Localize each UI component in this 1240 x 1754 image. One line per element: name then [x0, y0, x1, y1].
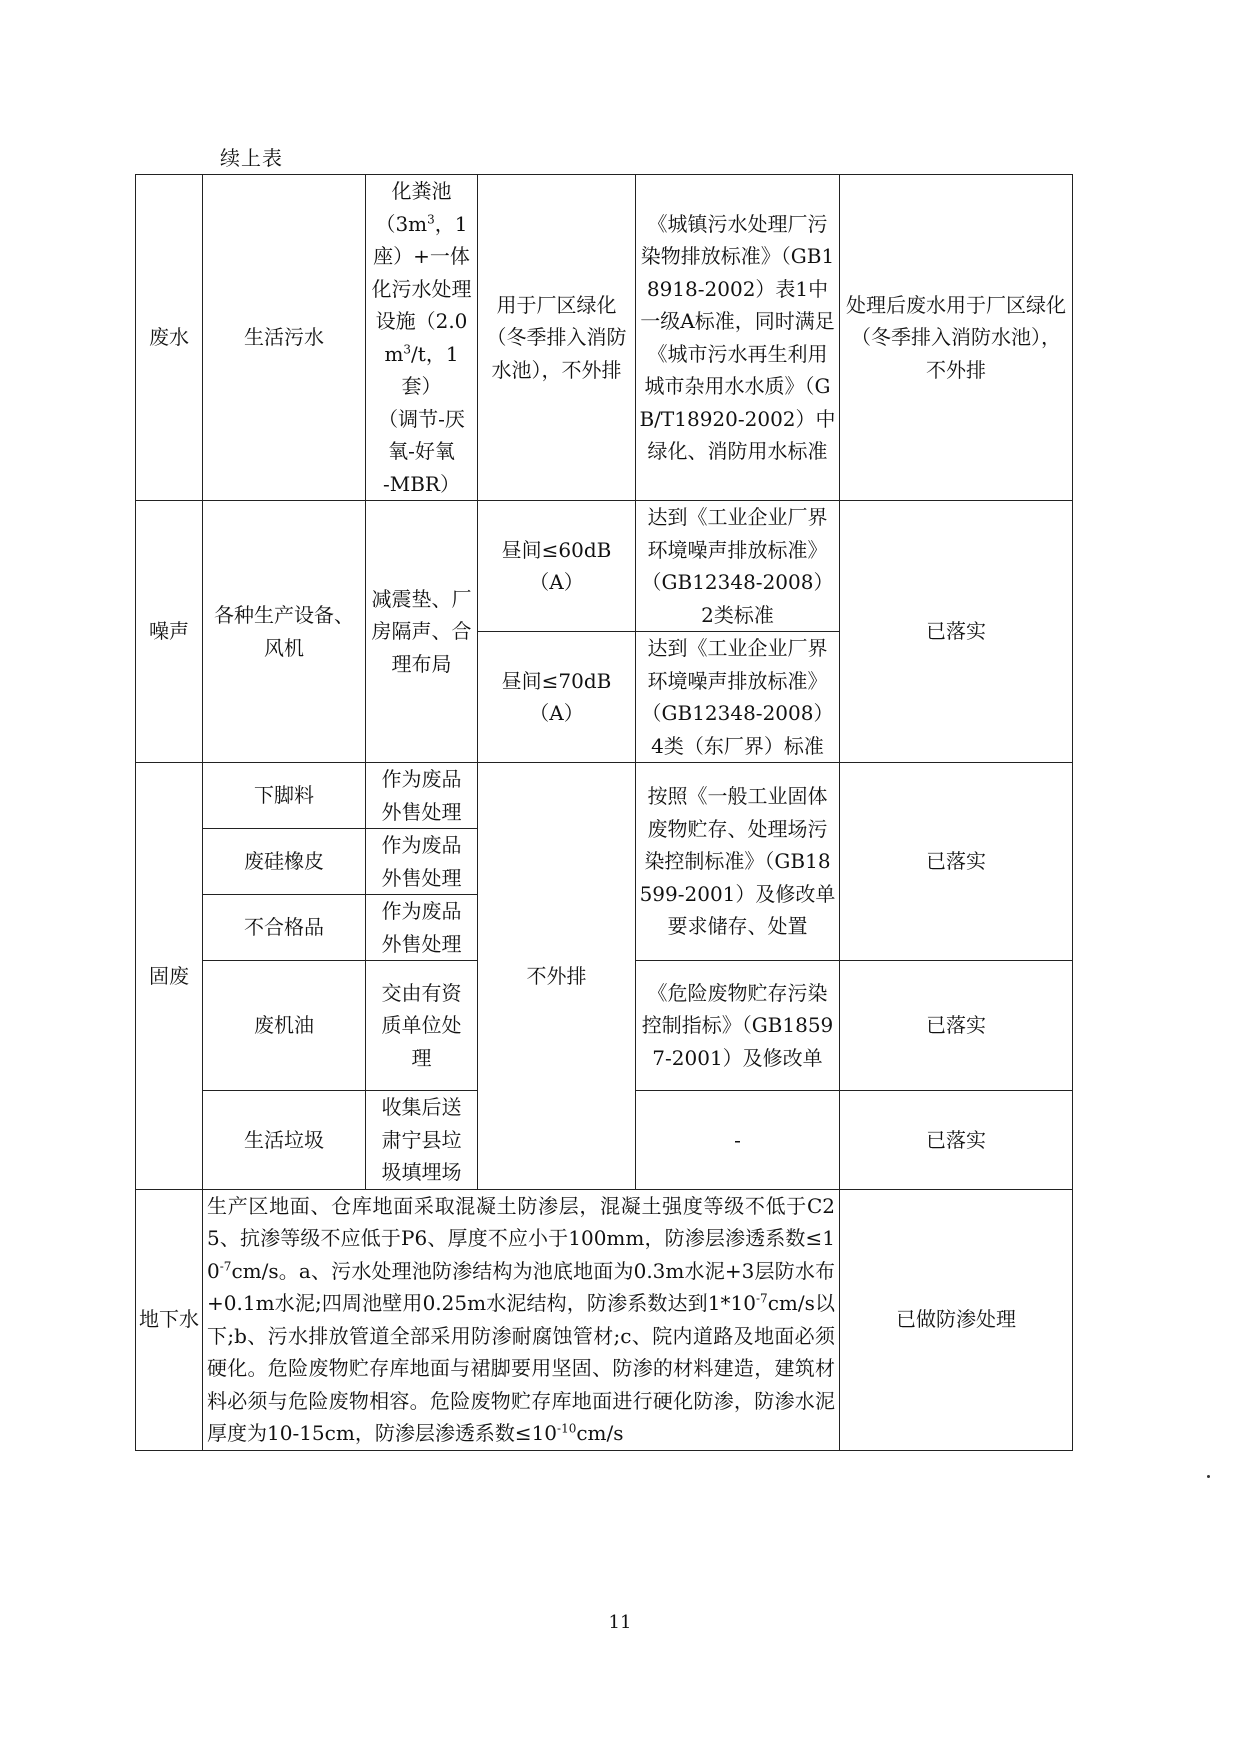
- status-noise: 已落实: [840, 501, 1073, 763]
- category-solid-waste: 固废: [136, 763, 203, 1190]
- solid-waste-name: 生活垃圾: [203, 1091, 366, 1190]
- status-domestic-waste: 已落实: [840, 1091, 1073, 1190]
- status-groundwater: 已做防渗处理: [840, 1189, 1073, 1450]
- environmental-measures-table: [135, 174, 1073, 1451]
- table-row-groundwater: [136, 1189, 1073, 1450]
- page-number: 11: [608, 1612, 632, 1633]
- table-row-noise-day-60: [136, 501, 1073, 632]
- category-wastewater: 废水: [136, 175, 203, 501]
- table-row-wastewater: [136, 175, 1073, 501]
- status-general-solid-waste: 已落实: [840, 763, 1073, 961]
- solid-waste-name: 废机油: [203, 961, 366, 1091]
- source-domestic-sewage: 生活污水: [203, 175, 366, 501]
- standard-domestic-waste: -: [636, 1091, 840, 1190]
- measure-wastewater: 化粪池 （$3m^3$，1 座）+一体 化污水处理设施（2.0 $m^3/t$，1套） （调节-厌 氧-好氧 -MBR）: [366, 175, 478, 501]
- solid-waste-name: 不合格品: [203, 895, 366, 961]
- category-groundwater: 地下水: [136, 1189, 203, 1450]
- standard-hazardous-waste: 《危险废物贮存污染控制指标》（GB18597-2001）及修改单: [636, 961, 840, 1091]
- status-hazardous-waste: 已落实: [840, 961, 1073, 1091]
- standard-noise-70: 达到《工业企业厂界环境噪声排放标准》（GB12348-2008）4类（东厂界）标准: [636, 632, 840, 763]
- solid-waste-measure: 作为废品 外售处理: [366, 829, 478, 895]
- status-wastewater: 处理后废水用于厂区绿化（冬季排入消防水池），不外排: [840, 175, 1073, 501]
- category-noise: 噪声: [136, 501, 203, 763]
- standard-noise-60: 达到《工业企业厂界环境噪声排放标准》（GB12348-2008）2类标准: [636, 501, 840, 632]
- measure-noise: 减震垫、厂房隔声、合理布局: [366, 501, 478, 763]
- emission-solid-waste: 不外排: [478, 763, 636, 1190]
- solid-waste-measure: 作为废品 外售处理: [366, 895, 478, 961]
- table-row-solid-waste-offcuts: [136, 763, 1073, 829]
- standard-general-solid-waste: 按照《一般工业固体废物贮存、处理场污染控制标准》（GB18599-2001）及修改单要求储存、处置: [636, 763, 840, 961]
- solid-waste-measure: 作为废品 外售处理: [366, 763, 478, 829]
- solid-waste-name: 废硅橡皮: [203, 829, 366, 895]
- scan-speck: [1207, 1475, 1210, 1478]
- standard-wastewater: 《城镇污水处理厂污染物排放标准》（GB18918-2002）表1中一级A标准，同时满足《城市污水再生利用 城市杂用水水质》（GB/T18920-2002）中绿化、消防用水标准: [636, 175, 840, 501]
- solid-waste-measure: 交由有资 质单位处 理: [366, 961, 478, 1091]
- emission-wastewater: 用于厂区绿化（冬季排入消防水池），不外排: [478, 175, 636, 501]
- table-caption: 续上表: [220, 146, 283, 170]
- source-noise: 各种生产设备、风机: [203, 501, 366, 763]
- emission-noise-60: 昼间≤60dB（A）: [478, 501, 636, 632]
- solid-waste-name: 下脚料: [203, 763, 366, 829]
- measure-groundwater: 生产区地面、仓库地面采取混凝土防渗层，混凝土强度等级不低于C25、抗渗等级不应低于P6、厚度不应小于100mm，防渗层渗透系数$\le 10^{-7}cm/s$。a、污水处理池防渗结构为池底地面为0.3m水泥+3层防水布+0.1m水泥;四周池壁用0.25m水泥结构，防渗系数达到$1*10^{-7}cm/s$以下;b、污水排放管道全部采用防渗耐腐蚀管材;c、院内道路及地面必须硬化。危险废物贮存库地面与裙脚要用坚固、防渗的材料建造，建筑材料必须与危险废物相容。危险废物贮存库地面进行硬化防渗，防渗水泥厚度为10-15cm，防渗层渗透系数$\le 10^{-10}cm/s$: [203, 1189, 840, 1450]
- solid-waste-measure: 收集后送 肃宁县垃 圾填埋场: [366, 1091, 478, 1190]
- emission-noise-70: 昼间≤70dB（A）: [478, 632, 636, 763]
